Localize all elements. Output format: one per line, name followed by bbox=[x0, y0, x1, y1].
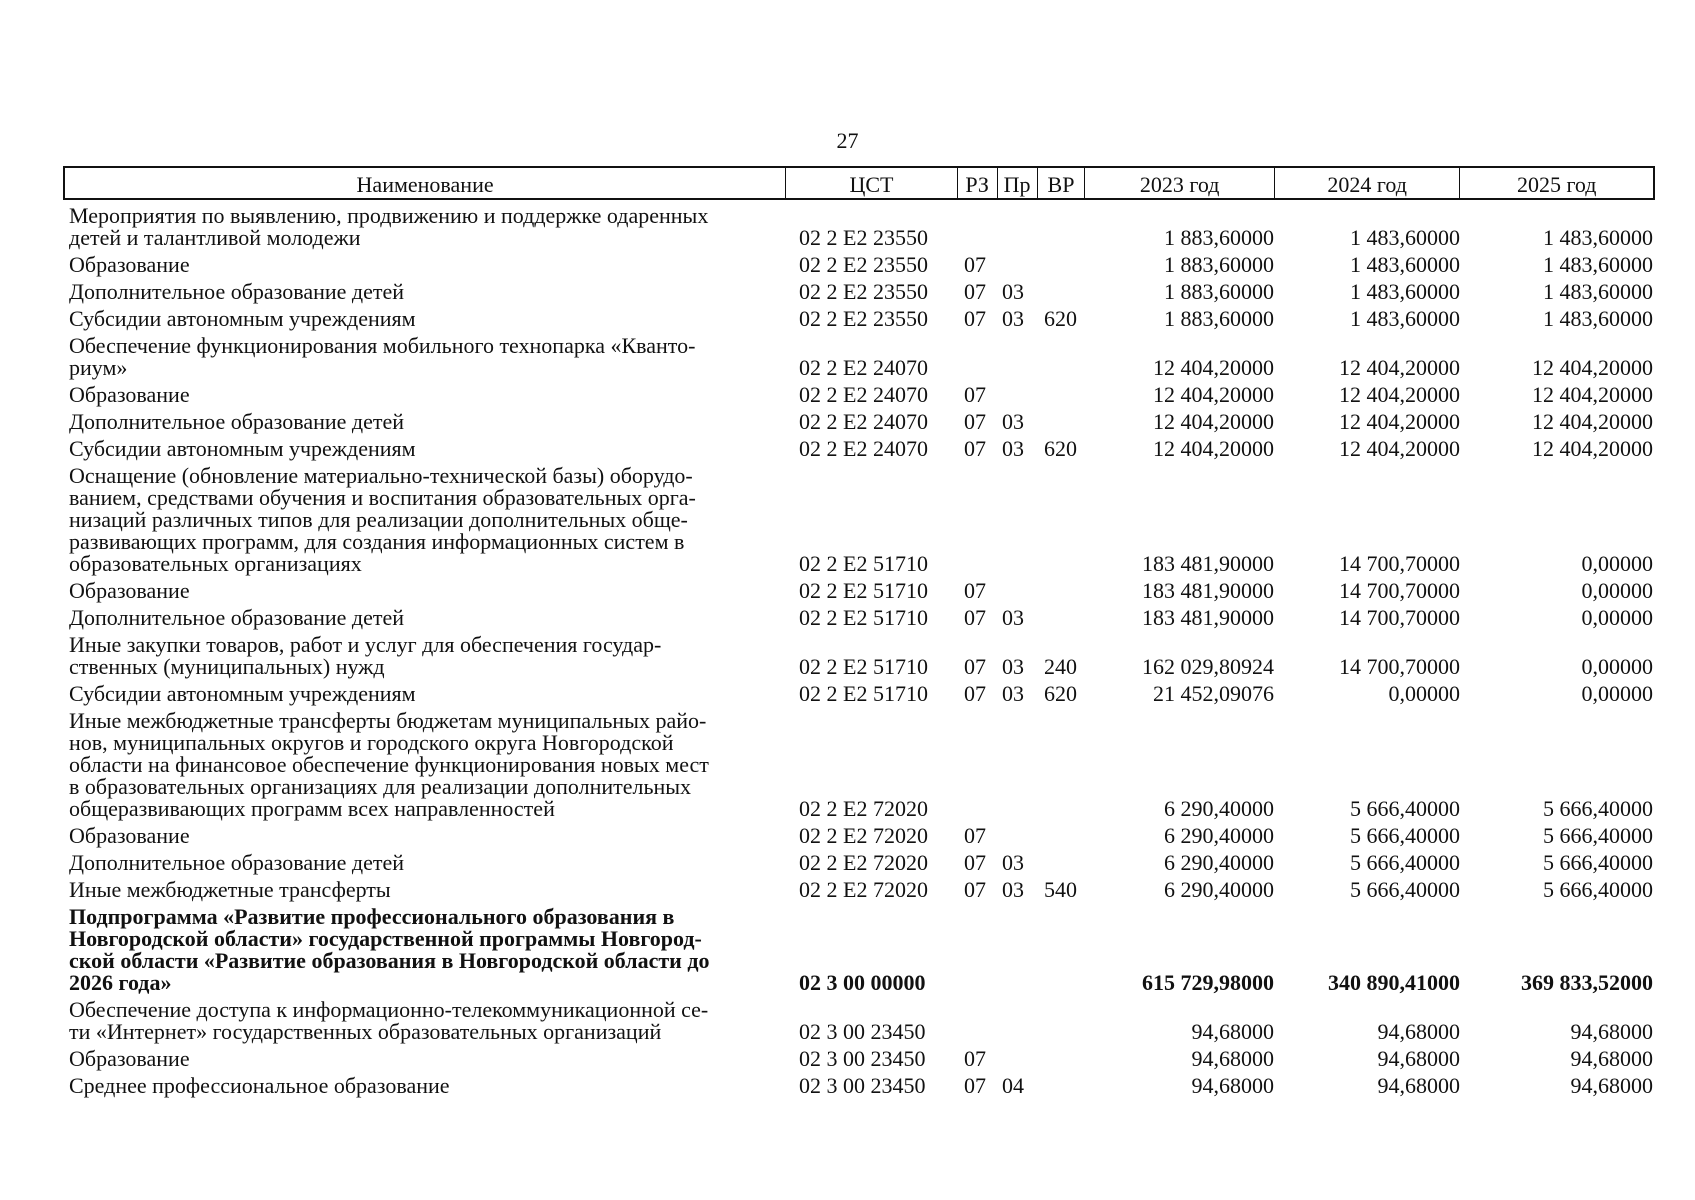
row-value-2025: 0,00000 bbox=[1581, 605, 1653, 630]
row-rz: 07 bbox=[964, 850, 986, 875]
table-row bbox=[63, 681, 1655, 708]
row-name: Иные межбюджетные трансферты bbox=[69, 877, 391, 902]
row-name: Иные закупки товаров, работ и услуг для обеспечения государ- ственных (муниципальных) нужд bbox=[69, 632, 662, 679]
row-cst: 02 2 E2 51710 bbox=[799, 681, 928, 706]
row-value-2023: 1 883,60000 bbox=[1164, 279, 1274, 304]
row-name: Образование bbox=[69, 578, 190, 603]
header-vr: ВР bbox=[1038, 168, 1086, 198]
row-value-2023: 6 290,40000 bbox=[1164, 823, 1274, 848]
row-pr: 03 bbox=[1002, 681, 1024, 706]
row-pr: 03 bbox=[1002, 605, 1024, 630]
row-name: Образование bbox=[69, 252, 190, 277]
row-value-2024: 14 700,70000 bbox=[1339, 578, 1460, 603]
table-row bbox=[63, 333, 1655, 382]
row-value-2023: 6 290,40000 bbox=[1164, 850, 1274, 875]
row-value-2023: 183 481,90000 bbox=[1142, 578, 1274, 603]
row-name: Дополнительное образование детей bbox=[69, 850, 405, 875]
row-pr: 03 bbox=[1002, 436, 1024, 461]
row-value-2023: 1 883,60000 bbox=[1164, 225, 1274, 250]
row-value-2023: 6 290,40000 bbox=[1164, 796, 1274, 821]
row-value-2023: 1 883,60000 bbox=[1164, 306, 1274, 331]
row-value-2023: 94,68000 bbox=[1191, 1019, 1274, 1044]
row-value-2024: 12 404,20000 bbox=[1339, 409, 1460, 434]
row-cst: 02 2 E2 72020 bbox=[799, 877, 928, 902]
row-value-2025: 0,00000 bbox=[1581, 578, 1653, 603]
row-value-2025: 94,68000 bbox=[1570, 1019, 1653, 1044]
row-vr: 620 bbox=[1044, 306, 1077, 331]
row-name: Оснащение (обновление материально-технической базы) оборудо- ванием, средствами обучения и воспитания образовательных орга- низаций различных типов для реализации дополнительных обще- развивающих программ, для создания информационных систем в образовательных организациях bbox=[69, 463, 696, 576]
row-value-2023: 21 452,09076 bbox=[1153, 681, 1274, 706]
header-name: Наименование bbox=[65, 168, 786, 198]
row-name: Подпрограмма «Развитие профессионального образования в Новгородской области» государственной программы Новгород- ской области «Развитие образования в Новгородской области до 2026 года» bbox=[69, 904, 710, 995]
row-value-2024: 14 700,70000 bbox=[1339, 551, 1460, 576]
row-name: Обеспечение функционирования мобильного технопарка «Кванто- риум» bbox=[69, 333, 696, 380]
row-cst: 02 2 E2 72020 bbox=[799, 850, 928, 875]
row-value-2023: 183 481,90000 bbox=[1142, 605, 1274, 630]
row-cst: 02 2 E2 24070 bbox=[799, 355, 928, 380]
row-value-2023: 94,68000 bbox=[1191, 1046, 1274, 1071]
row-value-2025: 12 404,20000 bbox=[1532, 409, 1653, 434]
row-rz: 07 bbox=[964, 252, 986, 277]
row-pr: 03 bbox=[1002, 409, 1024, 434]
row-value-2024: 94,68000 bbox=[1377, 1073, 1460, 1098]
row-value-2023: 183 481,90000 bbox=[1142, 551, 1274, 576]
header-rz: РЗ bbox=[958, 168, 998, 198]
table-row bbox=[63, 823, 1655, 850]
row-name: Иные межбюджетные трансферты бюджетам муниципальных райо- нов, муниципальных округов и городского округа Новгородской области на финансовое обеспечение функционирования новых мест в образовательных организациях для реализации дополнительных общеразвивающих программ всех направленностей bbox=[69, 708, 709, 821]
row-value-2025: 5 666,40000 bbox=[1543, 877, 1653, 902]
row-cst: 02 2 E2 24070 bbox=[799, 409, 928, 434]
row-value-2025: 94,68000 bbox=[1570, 1046, 1653, 1071]
row-value-2024: 1 483,60000 bbox=[1350, 252, 1460, 277]
row-cst: 02 2 E2 23550 bbox=[799, 225, 928, 250]
row-name: Субсидии автономным учреждениям bbox=[69, 436, 416, 461]
row-cst: 02 3 00 23450 bbox=[799, 1073, 926, 1098]
header-2024: 2024 год bbox=[1275, 168, 1461, 198]
row-pr: 03 bbox=[1002, 279, 1024, 304]
row-value-2025: 5 666,40000 bbox=[1543, 850, 1653, 875]
row-rz: 07 bbox=[964, 605, 986, 630]
row-name: Среднее профессиональное образование bbox=[69, 1073, 450, 1098]
row-name: Обеспечение доступа к информационно-телекоммуникационной се- ти «Интернет» государственных образовательных организаций bbox=[69, 997, 709, 1044]
row-value-2025: 12 404,20000 bbox=[1532, 436, 1653, 461]
page-number: 27 bbox=[836, 128, 859, 153]
row-cst: 02 2 E2 24070 bbox=[799, 382, 928, 407]
table-row bbox=[63, 708, 1655, 823]
row-name: Субсидии автономным учреждениям bbox=[69, 681, 416, 706]
table-row bbox=[63, 252, 1655, 279]
row-cst: 02 2 E2 51710 bbox=[799, 605, 928, 630]
table-row bbox=[63, 1046, 1655, 1073]
row-vr: 540 bbox=[1044, 877, 1077, 902]
row-name: Дополнительное образование детей bbox=[69, 409, 405, 434]
row-cst: 02 2 E2 24070 bbox=[799, 436, 928, 461]
row-value-2024: 1 483,60000 bbox=[1350, 279, 1460, 304]
row-value-2024: 12 404,20000 bbox=[1339, 436, 1460, 461]
table-row bbox=[63, 382, 1655, 409]
row-value-2025: 12 404,20000 bbox=[1532, 382, 1653, 407]
table-row bbox=[63, 463, 1655, 578]
row-rz: 07 bbox=[964, 382, 986, 407]
row-cst: 02 2 E2 72020 bbox=[799, 823, 928, 848]
table-row bbox=[63, 904, 1655, 997]
row-cst: 02 3 00 23450 bbox=[799, 1046, 926, 1071]
row-rz: 07 bbox=[964, 306, 986, 331]
row-name: Дополнительное образование детей bbox=[69, 279, 405, 304]
row-value-2023: 12 404,20000 bbox=[1153, 355, 1274, 380]
row-name: Образование bbox=[69, 823, 190, 848]
row-value-2025: 1 483,60000 bbox=[1543, 306, 1653, 331]
row-pr: 03 bbox=[1002, 850, 1024, 875]
row-name: Мероприятия по выявлению, продвижению и поддержке одаренных детей и талантливой молодежи bbox=[69, 203, 709, 250]
row-cst: 02 2 E2 23550 bbox=[799, 279, 928, 304]
table-row bbox=[63, 279, 1655, 306]
row-value-2023: 12 404,20000 bbox=[1153, 436, 1274, 461]
header-2025: 2025 год bbox=[1516, 172, 1597, 197]
row-value-2025: 0,00000 bbox=[1581, 681, 1653, 706]
table-row bbox=[63, 306, 1655, 333]
table-row bbox=[63, 1073, 1655, 1100]
row-value-2025: 0,00000 bbox=[1581, 551, 1653, 576]
header-pr: Пр bbox=[998, 168, 1038, 198]
row-cst: 02 3 00 00000 bbox=[799, 970, 926, 995]
row-rz: 07 bbox=[964, 409, 986, 434]
row-cst: 02 2 E2 23550 bbox=[799, 252, 928, 277]
table-row bbox=[63, 578, 1655, 605]
row-name: Образование bbox=[69, 382, 190, 407]
row-rz: 07 bbox=[964, 654, 986, 679]
row-rz: 07 bbox=[964, 1073, 986, 1098]
row-cst: 02 3 00 23450 bbox=[799, 1019, 926, 1044]
table-header bbox=[63, 166, 1655, 200]
row-value-2025: 5 666,40000 bbox=[1543, 823, 1653, 848]
table-row bbox=[63, 436, 1655, 463]
table-row bbox=[63, 605, 1655, 632]
row-value-2024: 12 404,20000 bbox=[1339, 382, 1460, 407]
row-name: Субсидии автономным учреждениям bbox=[69, 306, 416, 331]
row-value-2023: 12 404,20000 bbox=[1153, 409, 1274, 434]
row-value-2023: 6 290,40000 bbox=[1164, 877, 1274, 902]
row-value-2025: 5 666,40000 bbox=[1543, 796, 1653, 821]
row-rz: 07 bbox=[964, 279, 986, 304]
row-value-2025: 1 483,60000 bbox=[1543, 225, 1653, 250]
table-row bbox=[63, 850, 1655, 877]
row-name: Дополнительное образование детей bbox=[69, 605, 405, 630]
row-pr: 03 bbox=[1002, 306, 1024, 331]
row-value-2025: 12 404,20000 bbox=[1532, 355, 1653, 380]
table-body bbox=[63, 203, 1655, 1100]
row-pr: 03 bbox=[1002, 877, 1024, 902]
row-value-2025: 94,68000 bbox=[1570, 1073, 1653, 1098]
row-value-2024: 1 483,60000 bbox=[1350, 306, 1460, 331]
row-value-2023: 162 029,80924 bbox=[1142, 654, 1274, 679]
row-value-2024: 340 890,41000 bbox=[1328, 970, 1460, 995]
table-row bbox=[63, 203, 1655, 252]
row-cst: 02 2 E2 51710 bbox=[799, 654, 928, 679]
row-rz: 07 bbox=[964, 436, 986, 461]
row-cst: 02 2 E2 23550 bbox=[799, 306, 928, 331]
budget-table bbox=[63, 166, 1655, 1100]
row-vr: 620 bbox=[1044, 681, 1077, 706]
row-value-2023: 1 883,60000 bbox=[1164, 252, 1274, 277]
row-cst: 02 2 E2 51710 bbox=[799, 578, 928, 603]
row-value-2024: 14 700,70000 bbox=[1339, 605, 1460, 630]
row-value-2023: 12 404,20000 bbox=[1153, 382, 1274, 407]
row-value-2023: 94,68000 bbox=[1191, 1073, 1274, 1098]
row-vr: 240 bbox=[1044, 654, 1077, 679]
row-rz: 07 bbox=[964, 823, 986, 848]
row-vr: 620 bbox=[1044, 436, 1077, 461]
row-value-2024: 1 483,60000 bbox=[1350, 225, 1460, 250]
row-cst: 02 2 E2 51710 bbox=[799, 551, 928, 576]
row-value-2023: 615 729,98000 bbox=[1142, 970, 1274, 995]
row-value-2025: 0,00000 bbox=[1581, 654, 1653, 679]
row-value-2025: 369 833,52000 bbox=[1521, 970, 1653, 995]
row-rz: 07 bbox=[964, 1046, 986, 1071]
row-value-2024: 0,00000 bbox=[1388, 681, 1460, 706]
row-value-2024: 12 404,20000 bbox=[1339, 355, 1460, 380]
row-cst: 02 2 E2 72020 bbox=[799, 796, 928, 821]
row-value-2024: 14 700,70000 bbox=[1339, 654, 1460, 679]
table-row bbox=[63, 877, 1655, 904]
row-value-2024: 5 666,40000 bbox=[1350, 850, 1460, 875]
table-row bbox=[63, 409, 1655, 436]
header-cst: ЦСТ bbox=[786, 168, 958, 198]
row-pr: 03 bbox=[1002, 654, 1024, 679]
row-name: Образование bbox=[69, 1046, 190, 1071]
row-value-2025: 1 483,60000 bbox=[1543, 279, 1653, 304]
row-value-2024: 5 666,40000 bbox=[1350, 823, 1460, 848]
table-row bbox=[63, 997, 1655, 1046]
table-row bbox=[63, 632, 1655, 681]
row-value-2024: 94,68000 bbox=[1377, 1019, 1460, 1044]
row-value-2024: 5 666,40000 bbox=[1350, 877, 1460, 902]
row-value-2025: 1 483,60000 bbox=[1543, 252, 1653, 277]
row-value-2024: 5 666,40000 bbox=[1350, 796, 1460, 821]
row-rz: 07 bbox=[964, 877, 986, 902]
row-value-2024: 94,68000 bbox=[1377, 1046, 1460, 1071]
row-rz: 07 bbox=[964, 578, 986, 603]
row-rz: 07 bbox=[964, 681, 986, 706]
row-pr: 04 bbox=[1002, 1073, 1024, 1098]
header-2023: 2023 год bbox=[1085, 168, 1275, 198]
